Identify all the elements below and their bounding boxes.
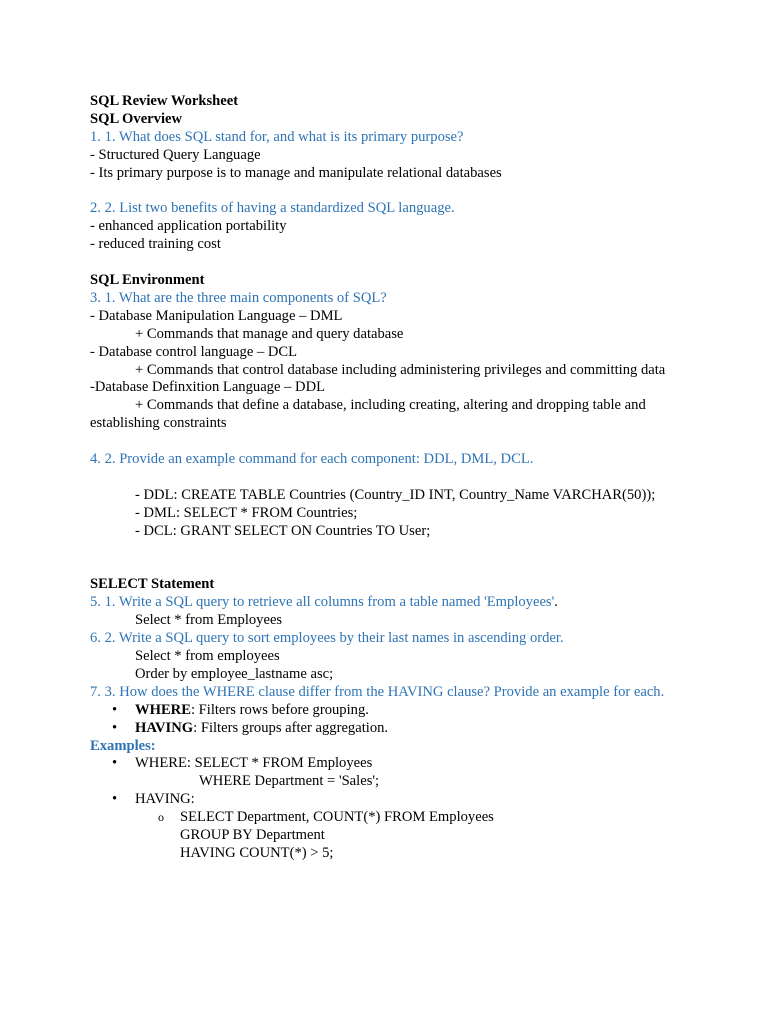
having-example-line-3: HAVING COUNT(*) > 5; <box>180 844 334 861</box>
where-example-line-1: WHERE: SELECT * FROM Employees <box>135 755 373 772</box>
spacer <box>90 433 680 451</box>
bullet-where-desc: : Filters rows before grouping. <box>190 701 369 718</box>
question-2: 2. 2. List two benefits of having a standardized SQL language. <box>90 200 455 217</box>
having-example-line-2: GROUP BY Department <box>180 827 325 844</box>
section-heading-overview: SQL Overview <box>90 110 183 127</box>
worksheet-title: SQL Review Worksheet <box>90 93 239 109</box>
spacer <box>90 183 680 201</box>
bullet-where-term: WHERE <box>135 701 191 718</box>
spacer <box>90 541 680 577</box>
bullet-having-desc: : Filters groups after aggregation. <box>193 719 389 736</box>
answer-2-line-1: - enhanced application portability <box>90 218 287 235</box>
section-heading-select: SELECT Statement <box>90 576 215 593</box>
bullet-icon: • <box>112 701 118 718</box>
answer-6-line-1: Select * from employees <box>135 648 280 665</box>
answer-3-ddl-desc: + Commands that define a database, including creating, altering and dropping table and establishing constraints <box>90 397 646 432</box>
section-heading-environment: SQL Environment <box>90 272 205 289</box>
answer-3-ddl: -Database Definxition Language – DDL <box>90 379 326 396</box>
answer-1-line-1: - Structured Query Language <box>90 146 261 163</box>
bullet-where <box>90 702 680 720</box>
answer-4-dml: - DML: SELECT * FROM Countries; <box>135 504 358 521</box>
worksheet-body <box>90 93 680 863</box>
examples-label: Examples: <box>90 737 156 754</box>
answer-3-dcl-desc: + Commands that control database including administering privileges and committing data <box>135 361 666 378</box>
where-example-item <box>90 755 680 773</box>
answer-3-dml-desc: + Commands that manage and query database <box>135 325 404 342</box>
question-6: 6. 2. Write a SQL query to sort employees by their last names in ascending order. <box>90 630 564 647</box>
having-example-item <box>90 791 680 809</box>
question-4: 4. 2. Provide an example command for each component: DDL, DML, DCL. <box>90 451 534 468</box>
answer-1-line-2: - Its primary purpose is to manage and manipulate relational databases <box>90 164 502 181</box>
sub-bullet-icon: o <box>158 810 164 825</box>
question-1: 1. 1. What does SQL stand for, and what is its primary purpose? <box>90 128 464 145</box>
answer-4-ddl: - DDL: CREATE TABLE Countries (Country_ID INT, Country_Name VARCHAR(50)); <box>135 486 656 503</box>
spacer <box>90 254 680 272</box>
answer-3-dml: - Database Manipulation Language – DML <box>90 307 343 324</box>
having-label: HAVING: <box>135 791 195 808</box>
answer-3-dcl: - Database control language – DCL <box>90 343 298 360</box>
bullet-having <box>90 720 680 738</box>
answer-5: Select * from Employees <box>135 612 283 629</box>
answer-2-line-2: - reduced training cost <box>90 236 221 253</box>
bullet-icon: • <box>112 791 118 808</box>
answer-6-line-2: Order by employee_lastname asc; <box>135 665 334 682</box>
bullet-icon: • <box>112 755 118 772</box>
bullet-icon: • <box>112 719 118 736</box>
question-5-period: . <box>554 594 558 611</box>
spacer <box>90 469 680 487</box>
having-subitem <box>90 809 680 827</box>
question-5-row <box>90 594 680 612</box>
bullet-having-term: HAVING <box>135 719 194 736</box>
question-5: 5. 1. Write a SQL query to retrieve all columns from a table named 'Employees' <box>90 594 555 611</box>
question-7: 7. 3. How does the WHERE clause differ from the HAVING clause? Provide an example for each. <box>90 683 665 700</box>
where-example-line-2: WHERE Department = 'Sales'; <box>199 773 380 790</box>
having-example-line-1: SELECT Department, COUNT(*) FROM Employees <box>180 809 494 826</box>
question-3: 3. 1. What are the three main components of SQL? <box>90 289 387 306</box>
answer-4-dcl: - DCL: GRANT SELECT ON Countries TO User; <box>135 522 431 539</box>
